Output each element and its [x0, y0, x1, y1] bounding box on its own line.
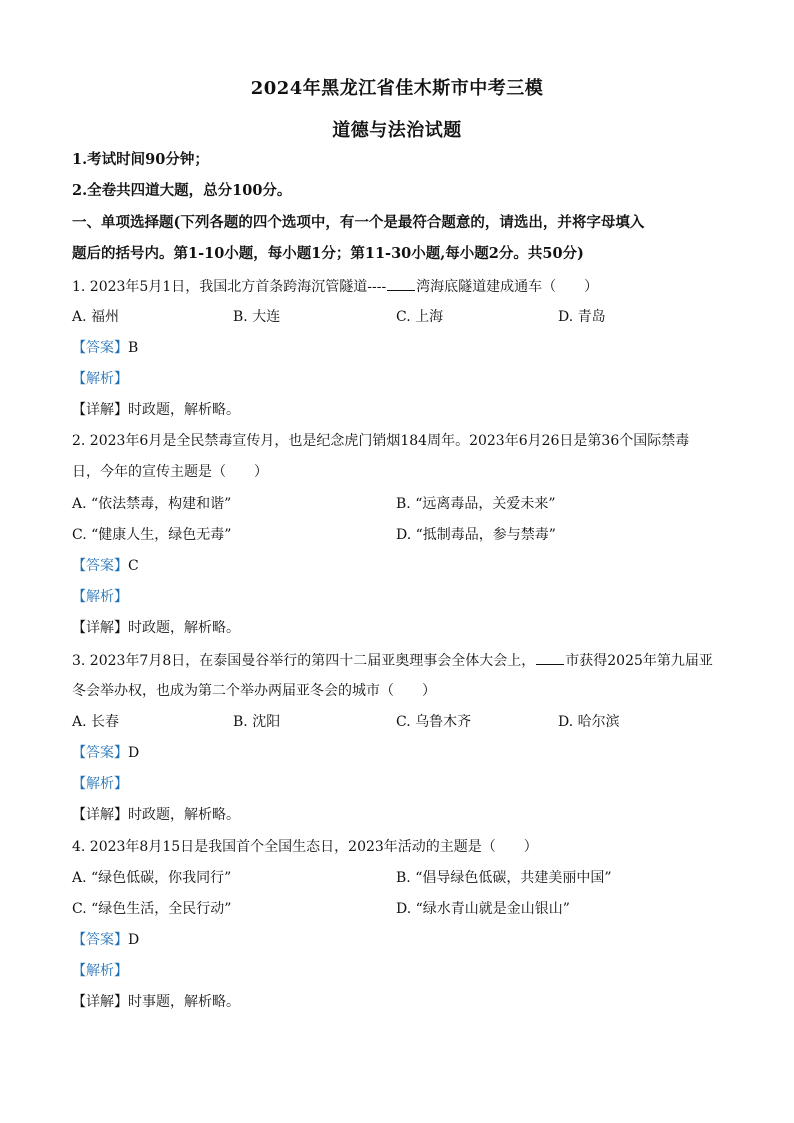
exam-subtitle: 道德与法治试题: [332, 120, 462, 141]
question-3-detail-text: 时政题，解析略。: [128, 807, 240, 823]
question-1-answer-value: B: [128, 340, 139, 356]
question-4-detail: [72, 992, 722, 1012]
question-4-option-a: A. “绿色低碳，你我同行”: [72, 870, 232, 886]
question-4-answer-value: D: [128, 932, 140, 948]
question-3-stem-line1: [72, 650, 722, 671]
question-3-blank: [536, 650, 564, 665]
analysis-tag: 【解析】: [72, 776, 128, 792]
question-1-option-a: A. 福州: [72, 309, 120, 325]
question-3-answer-value: D: [128, 745, 140, 761]
question-1-option-c: C. 上海: [396, 309, 444, 325]
question-3-option-c: C. 乌鲁木齐: [396, 714, 472, 730]
question-2-analysis: [72, 587, 722, 607]
question-2-answer-value: C: [128, 558, 139, 574]
analysis-tag: 【解析】: [72, 589, 128, 605]
question-2-option-d: D. “抵制毒品，参与禁毒”: [396, 527, 556, 543]
answer-tag: 【答案】: [72, 558, 128, 574]
question-3-option-a: A. 长春: [72, 714, 120, 730]
question-4-stem: 4. 2023年8月15日是我国首个全国生态日，2023年活动的主题是（ ）: [72, 839, 538, 855]
question-2-option-b: B. “远离毒品，关爱未来”: [396, 496, 556, 512]
question-1-option-b: B. 大连: [233, 309, 281, 325]
question-3-stem-line2: 冬会举办权，也成为第二个举办两届亚冬会的城市（ ）: [72, 683, 436, 699]
question-2-option-a: A. “依法禁毒，构建和谐”: [72, 496, 232, 512]
question-1-answer: [72, 338, 722, 358]
answer-tag: 【答案】: [72, 340, 128, 356]
detail-tag: 【详解】: [72, 620, 128, 636]
question-1-detail-text: 时政题，解析略。: [128, 402, 240, 418]
detail-tag: 【详解】: [72, 402, 128, 418]
question-1-stem: [72, 276, 722, 297]
question-3-stem-part2: 市获得2025年第九届亚: [565, 653, 713, 669]
question-4-option-c: C. “绿色生活，全民行动”: [72, 901, 232, 917]
exam-title: 2024年黑龙江省佳木斯市中考三模: [250, 78, 544, 99]
analysis-tag: 【解析】: [72, 371, 128, 387]
question-3-option-b: B. 沈阳: [233, 714, 281, 730]
question-1-option-d: D. 青岛: [558, 309, 606, 325]
question-3-detail: [72, 805, 722, 825]
question-1-detail: [72, 400, 722, 420]
answer-tag: 【答案】: [72, 932, 128, 948]
analysis-tag: 【解析】: [72, 963, 128, 979]
detail-tag: 【详解】: [72, 807, 128, 823]
question-2-stem-line2: 日，今年的宣传主题是（ ）: [72, 464, 268, 480]
question-3-option-d: D. 哈尔滨: [558, 714, 620, 730]
question-3-stem-part1: 3. 2023年7月8日，在泰国曼谷举行的第四十二届亚奥理事会全体大会上，: [72, 653, 536, 669]
detail-tag: 【详解】: [72, 994, 128, 1010]
question-1-stem-part1: 1. 2023年5月1日，我国北方首条跨海沉管隧道----: [72, 279, 387, 295]
question-1-stem-part2: 湾海底隧道建成通车（ ）: [416, 279, 599, 295]
answer-tag: 【答案】: [72, 745, 128, 761]
question-2-stem-line1: 2. 2023年6月是全民禁毒宣传月，也是纪念虎门销烟184周年。2023年6月26日是第36个国际禁毒: [72, 433, 690, 449]
question-2-answer: [72, 556, 722, 576]
question-4-answer: [72, 930, 722, 950]
question-1-analysis: [72, 369, 722, 389]
question-2-detail: [72, 618, 722, 638]
question-2-option-c: C. “健康人生，绿色无毒”: [72, 527, 232, 543]
question-1-blank: [387, 276, 415, 291]
question-3-answer: [72, 743, 722, 763]
note-score: 2.全卷共四道大题，总分100分。: [72, 182, 292, 199]
section-heading-line1: 一、单项选择题(下列各题的四个选项中，有一个是最符合题意的，请选出，并将字母填入: [72, 214, 645, 231]
question-2-detail-text: 时政题，解析略。: [128, 620, 240, 636]
question-4-option-d: D. “绿水青山就是金山银山”: [396, 901, 570, 917]
note-time: 1.考试时间90分钟；: [72, 151, 209, 168]
question-4-option-b: B. “倡导绿色低碳，共建美丽中国”: [396, 870, 612, 886]
question-4-analysis: [72, 961, 722, 981]
section-heading-line2: 题后的括号内。第1-10小题，每小题1分；第11-30小题,每小题2分。共50分): [72, 245, 584, 262]
question-4-detail-text: 时事题，解析略。: [128, 994, 240, 1010]
question-3-analysis: [72, 774, 722, 794]
